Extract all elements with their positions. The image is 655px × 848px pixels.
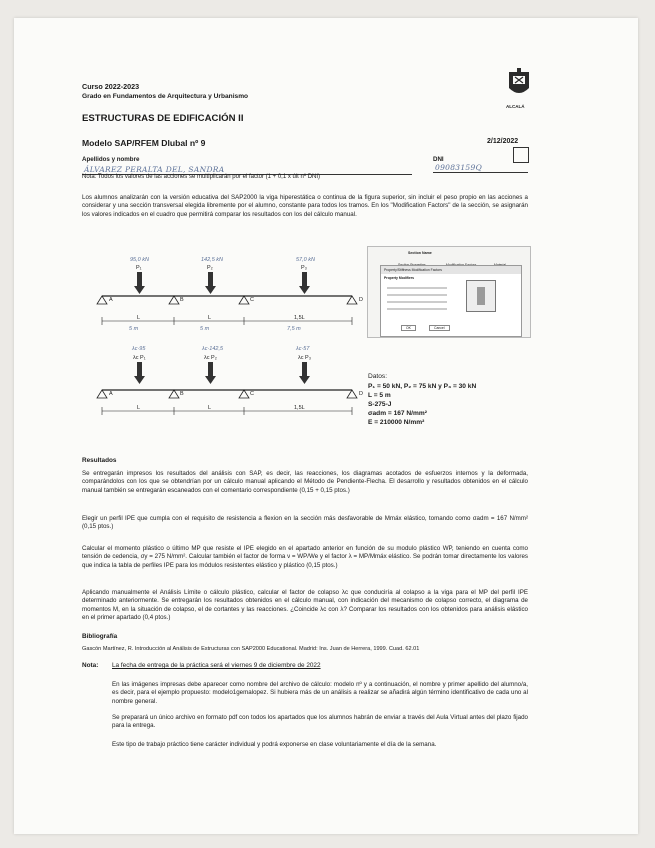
data-line: S-275-J bbox=[368, 401, 392, 408]
bibliography-heading: Bibliografía bbox=[82, 633, 118, 640]
modifier-row bbox=[387, 301, 447, 303]
load-label-p3: P₃ bbox=[301, 265, 307, 271]
dni-label: DNI bbox=[433, 156, 444, 163]
collapse-label-3: λc P₃ bbox=[298, 355, 311, 361]
cancel-button[interactable]: Cancel bbox=[429, 325, 450, 331]
logo-caption: ALCALÁ bbox=[506, 104, 525, 109]
course-label: Curso 2022-2023 bbox=[82, 82, 140, 91]
bibliography-entry: Gascón Martínez, R. Introducción al Análisis de Estructuras con SAP2000 Educational. Madrid: Ins. Juan de Herrera, 1999. Cuad. 62.01 bbox=[82, 646, 420, 652]
results-p2: Elegir un perfil IPE que cumpla con el requisito de resistencia a flexion en la sección más desfavorable de Mmáx elástico, tomando como σadm = 167 N/mm² (0,15 ptos.) bbox=[82, 515, 528, 531]
support-c: C bbox=[250, 297, 254, 303]
hw-collapse-2: λc·142,5 bbox=[202, 346, 224, 352]
factor-note: Nota: Todos los valores de las acciones se multiplicarán por el factor (1 + 0,1 x últ nº DNI) bbox=[82, 174, 321, 180]
subject-title: ESTRUCTURAS DE EDIFICACIÓN II bbox=[82, 113, 244, 124]
degree-label: Grado en Fundamentos de Arquitectura y Urbanismo bbox=[82, 93, 249, 100]
hw-load-2: 142,5 kN bbox=[201, 257, 224, 263]
load-label-p2: P₂ bbox=[207, 265, 213, 271]
modifier-row bbox=[387, 287, 447, 289]
ok-button[interactable]: OK bbox=[401, 325, 416, 331]
nota-p1: En las imágenes impresas debe aparecer como nombre del archivo de cálculo: modelo nº y a continuación, el nombre y primer apellido del alumno/a, es decir, para el ejemplo propuesto: modelo1gemalopez. Si hubiera más de un análisis a realizar se añadirá algún término identificativo de cada uno al nombre general. bbox=[112, 681, 528, 705]
data-line: P₁ = 50 kN, P₂ = 75 kN y P₃ = 30 kN bbox=[368, 383, 477, 390]
load-label-p1: P₁ bbox=[136, 265, 142, 271]
hw-span-1: 5 m bbox=[129, 326, 139, 332]
dni-underline bbox=[433, 172, 528, 173]
check-box[interactable] bbox=[513, 147, 529, 163]
hw-load-1: 95,0 kN bbox=[130, 257, 149, 263]
results-p3: Calcular el momento plástico o último MP que resiste el IPE elegido en el apartado anterior en función de su modulo plástico WP, teniendo en cuenta como tensión de cedencia, σy = 275 N/mm². Calcular también el factor de forma ν = WP/We y el factor λ = MP/Mmáx elástico. Se podrán tomar directamente los valores que indica la tabla de perfiles IPE para los módulos resistentes elástico y plástico (0,15 ptos.) bbox=[82, 545, 528, 569]
nota-p3: Este tipo de trabajo práctico tiene carácter individual y podrá exponerse en clase voluntariamente el día de la semana. bbox=[112, 741, 437, 748]
support-d-2: D bbox=[359, 391, 363, 397]
span-label-1b: L bbox=[137, 405, 141, 411]
crest-icon bbox=[503, 68, 535, 104]
span-label-2: L bbox=[208, 315, 212, 321]
name-label: Apellidos y nombre bbox=[82, 156, 140, 163]
support-b-2: B bbox=[180, 391, 184, 397]
results-p4: Aplicando manualmente el Análisis Límite o cálculo plástico, calcular el factor de colapso λc que conduciría al colapso a la viga para el MP del perfil IPE determinado anteriormente. Se entregarán los resultados obtenidos en el cálculo manual, con indicación del mecanismo de colapso correcto, el diagrama de momentos M, en la situación de colapso, el de cortantes y las reacciones. ¿Coincide λc con λ? Comparar los resultados con los obtenidos para análisis elástico en el primer apartado (0,4 ptos.) bbox=[82, 589, 528, 622]
nota-p2: Se preparará un único archivo en formato pdf con todos los apartados que los alumnos habrán de enviar a través del Aula Virtual antes del plazo fijado para la entrega. bbox=[112, 714, 528, 730]
support-d: D bbox=[359, 297, 363, 303]
collapse-label-2: λc P₂ bbox=[204, 355, 217, 361]
results-heading: Resultados bbox=[82, 457, 117, 464]
section-shape bbox=[477, 287, 485, 305]
results-p1: Se entregarán impresos los resultados del análisis con SAP, es decir, las reacciones, los diagramas acotados de esfuerzos internos y la deformada, comparándolos con los que se obtendrían por un cálculo manual aplicando el Método de Pendiente-Flecha. El desarrollo y resultados obtenidos en el cálculo manual también se entregarán escaneados con el comentario correspondiente (0,15 + 0,15 ptos.) bbox=[82, 470, 528, 494]
collapse-label-1: λc P₁ bbox=[133, 355, 146, 361]
handwritten-dni: 09083159Q bbox=[435, 163, 483, 172]
modifier-row bbox=[387, 294, 447, 296]
support-a-2: A bbox=[109, 391, 113, 397]
hw-load-3: 57,0 kN bbox=[296, 257, 315, 263]
deadline-text: La fecha de entrega de la práctica será el viernes 9 de diciembre de 2022 bbox=[112, 662, 321, 669]
handwritten-name: ÁLVAREZ PERALTA DEL, SANDRA bbox=[84, 165, 225, 174]
document-date: 2/12/2022 bbox=[487, 138, 519, 145]
section-preview bbox=[466, 280, 496, 312]
hw-collapse-1: λc·95 bbox=[132, 346, 146, 352]
data-line: σadm = 167 N/mm² bbox=[368, 410, 427, 417]
model-title: Modelo SAP/RFEM Dlubal nº 9 bbox=[82, 138, 206, 148]
sap-section-title: Section Name bbox=[408, 251, 432, 255]
support-c-2: C bbox=[250, 391, 254, 397]
modifiers-label: Property Modifiers bbox=[384, 276, 414, 280]
support-b: B bbox=[180, 297, 184, 303]
span-label-3b: 1,5L bbox=[294, 405, 305, 411]
modifier-row bbox=[387, 308, 447, 310]
data-line: L = 5 m bbox=[368, 392, 391, 399]
beam-diagram bbox=[82, 238, 362, 418]
dialog-title: Property/Stiffness Modification Factors bbox=[381, 266, 521, 274]
sap-modifiers-dialog bbox=[380, 265, 522, 337]
hw-span-2: 5 m bbox=[200, 326, 210, 332]
university-logo bbox=[503, 68, 535, 104]
hw-span-3: 7,5 m bbox=[287, 326, 301, 332]
data-heading: Datos: bbox=[368, 373, 388, 380]
span-label-2b: L bbox=[208, 405, 212, 411]
hw-collapse-3: λc·57 bbox=[296, 346, 310, 352]
data-line: E = 210000 N/mm² bbox=[368, 419, 425, 426]
span-label-3: 1,5L bbox=[294, 315, 305, 321]
support-a: A bbox=[109, 297, 113, 303]
intro-paragraph: Los alumnos analizarán con la versión educativa del SAP2000 la viga hiperestática o continua de la figura superior, sin incluir el peso propio en las acciones a considerar y una sección transversal elegida libremente por el alumno, constante para todos los tramos. En los "Modification Factors" de la sección, se asignarán los valores indicados en el cuadro que permitirá comparar los resultados con los del cálculo manual. bbox=[82, 194, 528, 218]
nota-label: Nota: bbox=[82, 662, 99, 669]
span-label-1: L bbox=[137, 315, 141, 321]
